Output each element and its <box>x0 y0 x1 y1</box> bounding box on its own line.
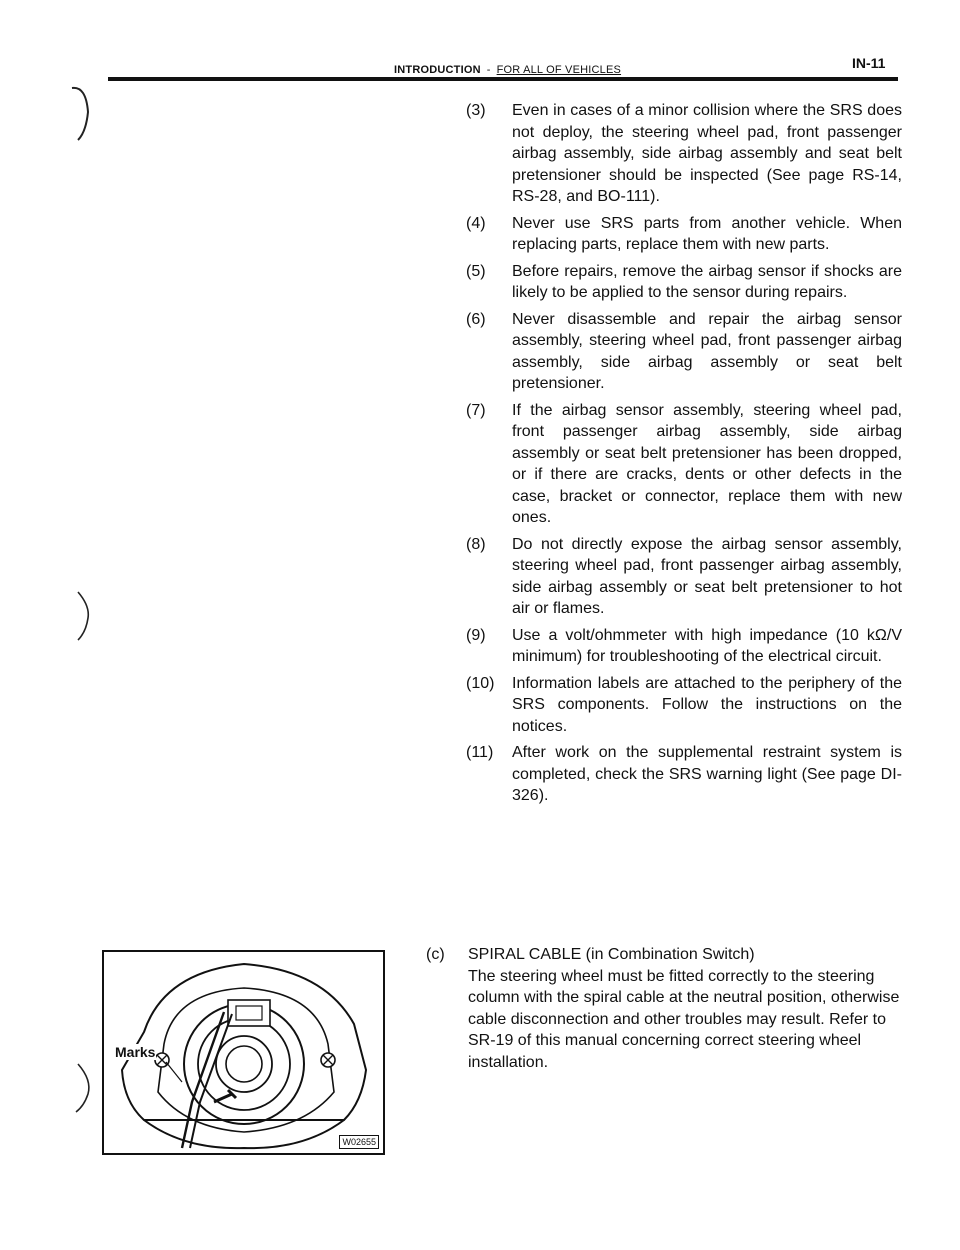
step-number: (7) <box>466 401 486 419</box>
section-title: SPIRAL CABLE (in Combination Switch) <box>468 946 755 963</box>
list-item <box>466 400 906 529</box>
step-number: (6) <box>466 310 486 328</box>
step-text: Never disassemble and repair the airbag sensor assembly, steering wheel pad, front passenger airbag assembly, side airbag assembly or seat belt pretensioner. <box>512 310 902 392</box>
step-number: (10) <box>466 674 495 692</box>
step-number: (8) <box>466 535 486 553</box>
section-spiral-cable <box>426 944 906 1073</box>
list-item <box>466 742 906 807</box>
binder-mark-middle <box>70 588 100 648</box>
step-text: If the airbag sensor assembly, steering wheel pad, front passenger airbag assembly, side airbag assembly or seat belt pretensioner has been dropped, or if there are cracks, dents or other defects in the case, bracket or connector, replace them with new ones. <box>512 401 902 526</box>
list-item <box>466 213 906 256</box>
header-subtitle: FOR ALL OF VEHICLES <box>496 64 622 76</box>
step-number: (5) <box>466 262 486 280</box>
binder-mark-top <box>70 82 100 142</box>
figure-label-marks: Marks <box>115 1044 156 1060</box>
step-text: Information labels are attached to the periphery of the SRS components. Follow the instructions on the notices. <box>512 674 902 735</box>
binder-mark-bottom <box>70 1060 100 1120</box>
header-separator: - <box>486 64 491 76</box>
step-text: After work on the supplemental restraint system is completed, check the SRS warning light (See page DI-326). <box>512 744 902 804</box>
spiral-cable-figure <box>102 950 385 1155</box>
section-content <box>468 944 906 1073</box>
figure-code: W02655 <box>339 1135 379 1149</box>
running-header <box>394 64 621 76</box>
srs-precautions-list <box>466 100 906 812</box>
step-number: (11) <box>466 744 494 761</box>
step-number: (4) <box>466 214 486 232</box>
list-item <box>466 309 906 395</box>
list-item <box>466 625 906 668</box>
step-text: Do not directly expose the airbag sensor assembly, steering wheel pad, front passenger airbag assembly, side airbag assembly or seat belt pretensioner to hot air or flames. <box>512 535 902 617</box>
list-item <box>466 261 906 304</box>
header-section: INTRODUCTION <box>394 64 481 76</box>
step-text: Use a volt/ohmmeter with high impedance (10 kΩ/V minimum) for troubleshooting of the electrical circuit. <box>512 626 902 665</box>
section-body: The steering wheel must be fitted correctly to the steering column with the spiral cable at the neutral position, otherwise cable disconnection and other troubles may result. Refer to SR-19 of this manual concerning correct steering wheel installation. <box>468 967 900 1071</box>
step-text: Before repairs, remove the airbag sensor if shocks are likely to be applied to the sensor during repairs. <box>512 262 902 301</box>
section-letter: (c) <box>426 946 445 963</box>
list-item <box>466 100 906 208</box>
list-item <box>466 534 906 620</box>
step-text: Never use SRS parts from another vehicle. When replacing parts, replace them with new parts. <box>512 214 902 253</box>
page-number: IN-11 <box>852 55 886 71</box>
header-rule <box>108 77 898 81</box>
step-text: Even in cases of a minor collision where the SRS does not deploy, the steering wheel pad, front passenger airbag assembly, side airbag assembly and seat belt pretensioner should be inspected (See page RS-14, RS-28, and BO-111). <box>512 102 902 205</box>
step-number: (3) <box>466 102 486 119</box>
step-number: (9) <box>466 626 486 644</box>
list-item <box>466 673 906 738</box>
